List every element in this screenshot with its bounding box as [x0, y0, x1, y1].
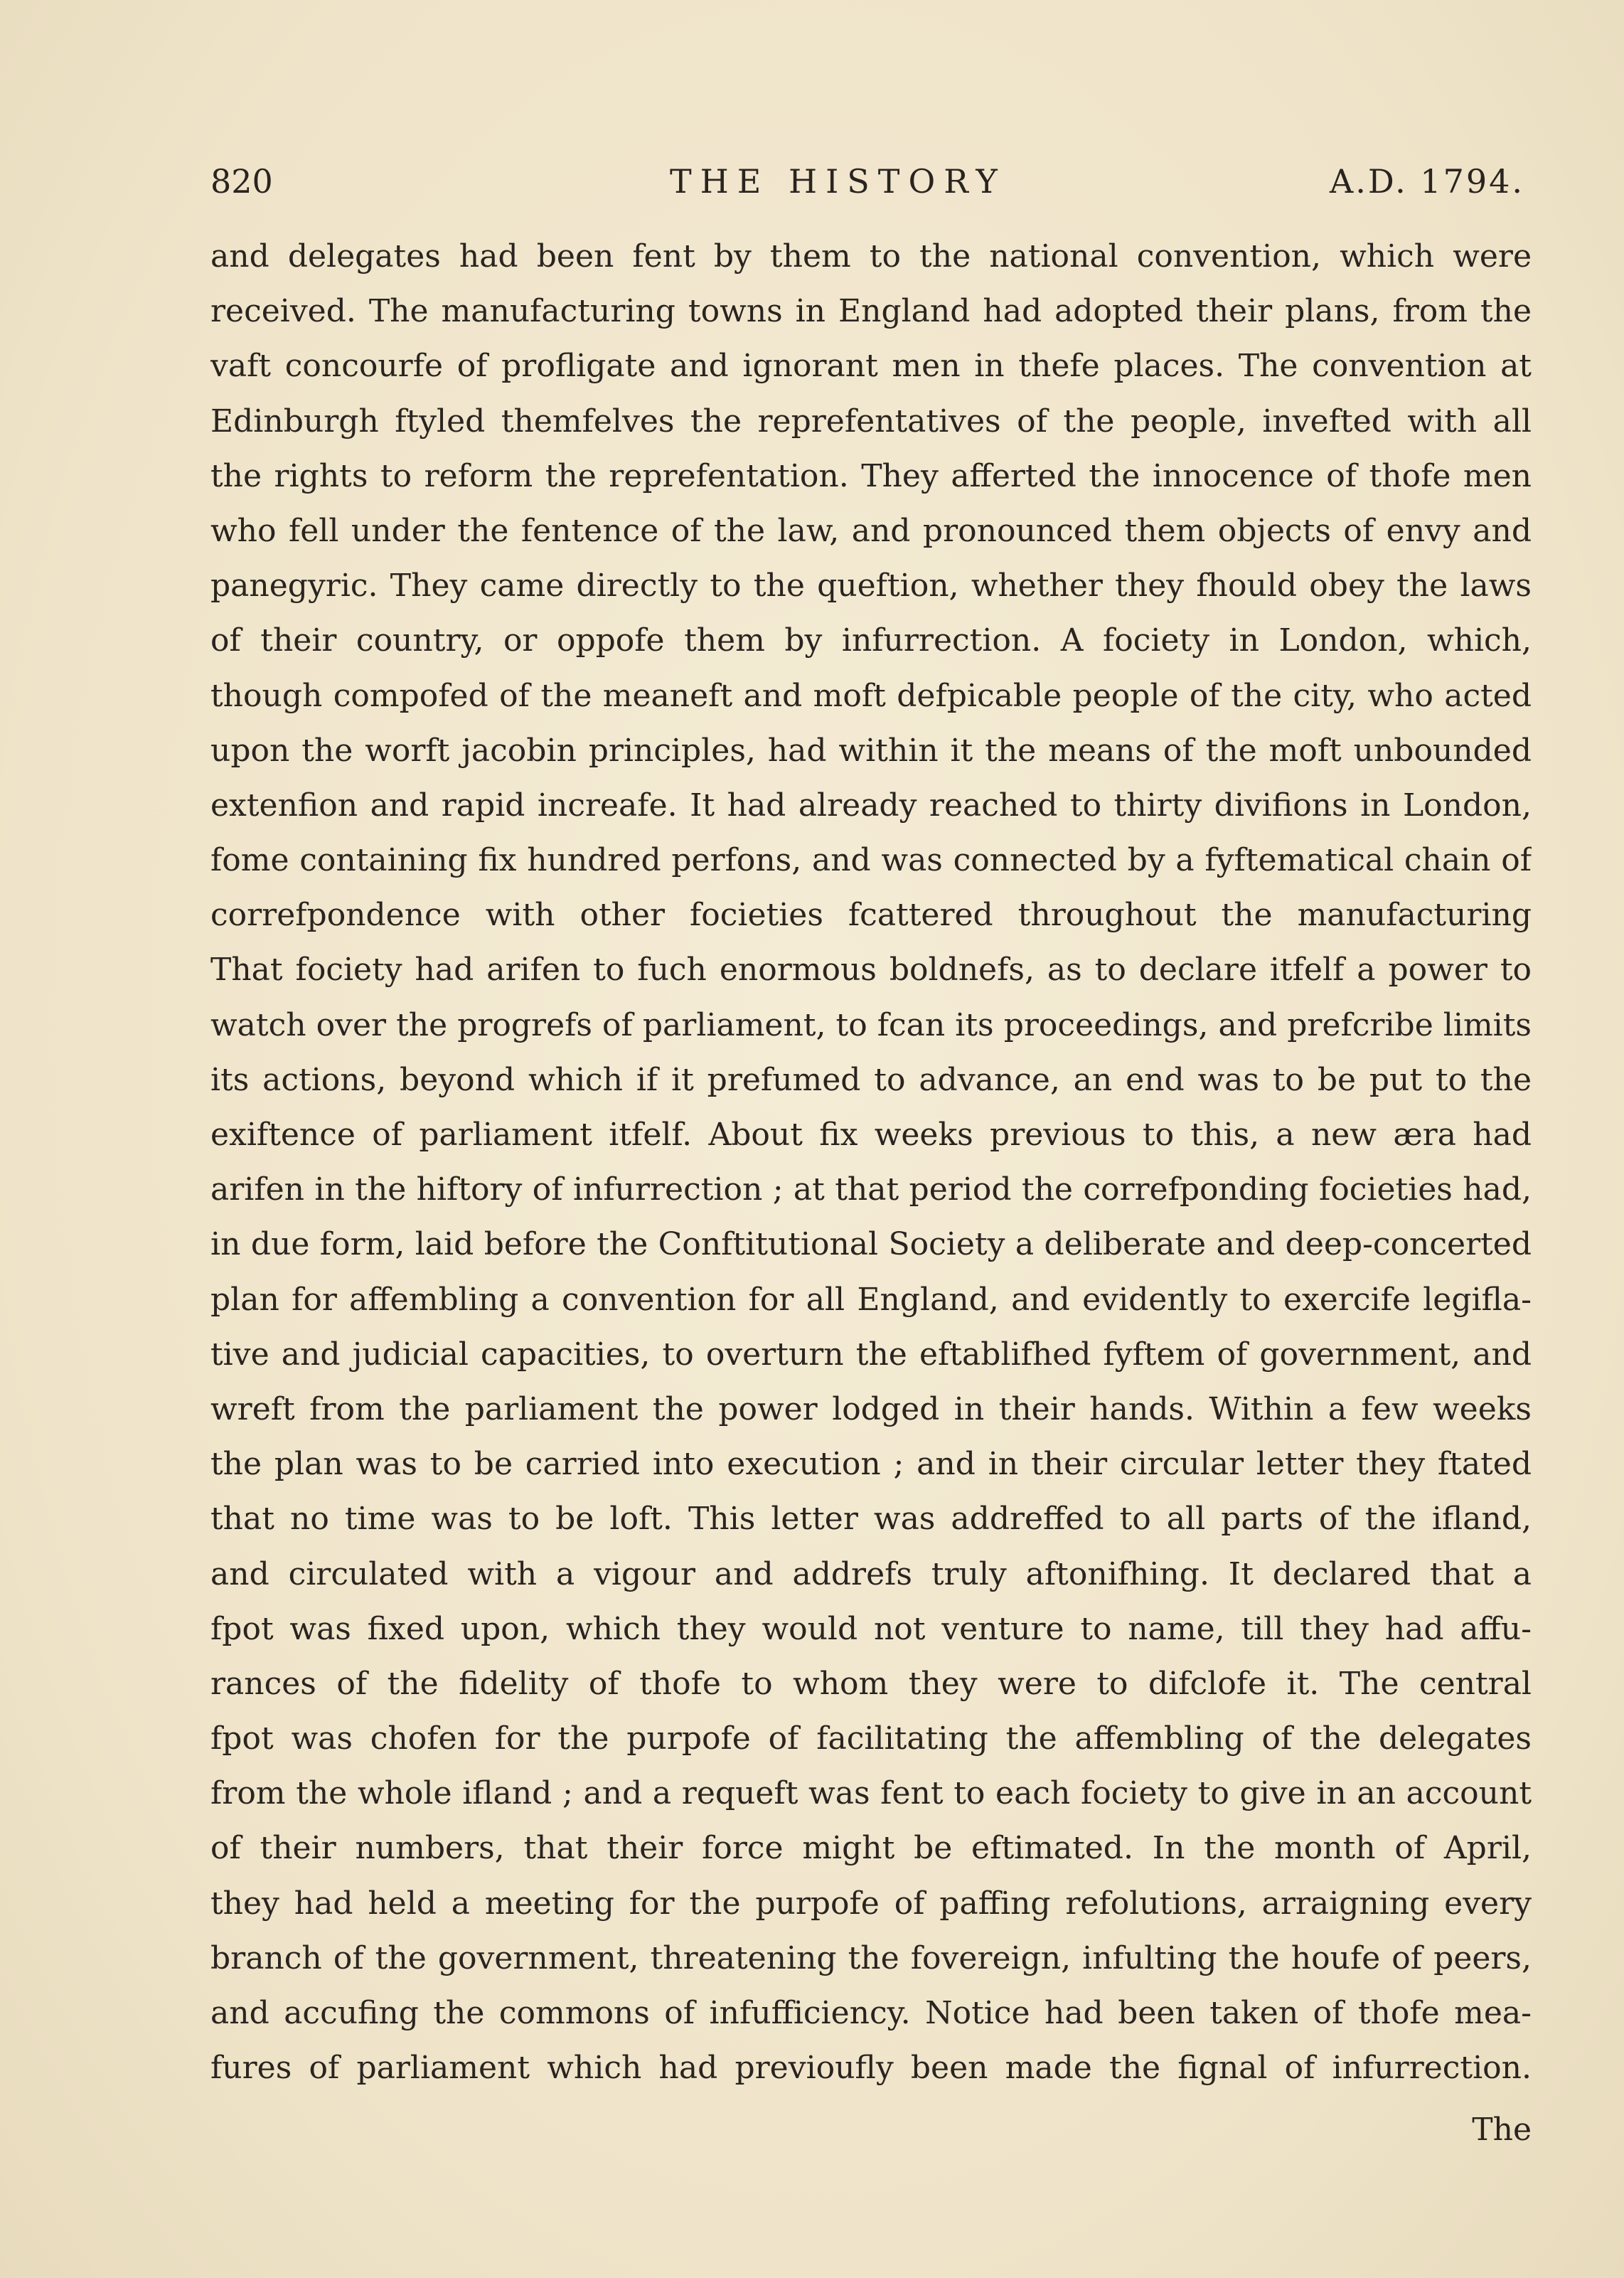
text-line: of their country, or oppofe them by infurrection. A fociety in London, which, — [210, 622, 1532, 659]
text-line: panegyric. They came directly to the queftion, whether they fhould obey the laws — [210, 568, 1532, 605]
text-line: the plan was to be carried into execution ; and in their circular letter they ftated — [210, 1446, 1532, 1483]
text-line: and delegates had been fent by them to the national convention, which were — [210, 238, 1532, 275]
text-line: plan for affembling a convention for all England, and evidently to exercife legifla- — [210, 1281, 1532, 1318]
text-line: fome containing fix hundred perfons, and was connected by a fyftematical chain of — [210, 842, 1532, 879]
header-year: A.D. 1794. — [1329, 162, 1524, 201]
running-header — [210, 162, 1540, 212]
catchword: The — [1472, 2112, 1532, 2148]
text-line: its actions, beyond which if it prefumed to advance, an end was to be put to the — [210, 1061, 1532, 1098]
text-line: correfpondence with other focieties fcattered throughout the manufacturing — [210, 897, 1532, 934]
text-line: rances of the fidelity of thofe to whom they were to difclofe it. The central — [210, 1665, 1532, 1702]
text-line: of their numbers, that their force might be eftimated. In the month of April, — [210, 1830, 1532, 1867]
text-line: fpot was fixed upon, which they would not venture to name, till they had affu- — [210, 1610, 1532, 1647]
text-line: exiftence of parliament itfelf. About fix weeks previous to this, a new æra had — [210, 1117, 1532, 1153]
page-number: 820 — [210, 162, 273, 201]
text-line: who fell under the fentence of the law, and pronounced them objects of envy and — [210, 512, 1532, 549]
text-line: that no time was to be loft. This letter was addreffed to all parts of the ifland, — [210, 1501, 1532, 1538]
text-line: tive and judicial capacities, to overturn the eftablifhed fyftem of government, and — [210, 1336, 1532, 1373]
text-line: received. The manufacturing towns in England had adopted their plans, from the — [210, 293, 1532, 330]
text-line: wreft from the parliament the power lodged in their hands. Within a few weeks — [210, 1390, 1532, 1427]
running-title: THE HISTORY — [670, 162, 1006, 201]
text-line: That fociety had arifen to fuch enormous boldnefs, as to declare itfelf a power to — [210, 952, 1532, 989]
text-line: fures of parliament which had previoufly been made the fignal of infurrection. — [210, 2050, 1532, 2087]
text-line: vaft concourfe of profligate and ignorant men in thefe places. The convention at — [210, 348, 1532, 385]
text-line: in due form, laid before the Conftitutional Society a deliberate and deep-concerted — [210, 1226, 1532, 1263]
body-text — [210, 229, 1532, 2095]
text-line: the rights to reform the reprefentation. They afferted the innocence of thofe men — [210, 457, 1532, 494]
text-line: and accufing the commons of infufficiency. Notice had been taken of thofe mea- — [210, 1995, 1532, 2031]
text-line: upon the worft jacobin principles, had within it the means of the moft unbounded — [210, 732, 1532, 769]
text-line: fpot was chofen for the purpofe of facilitating the affembling of the delegates — [210, 1720, 1532, 1757]
text-line: watch over the progrefs of parliament, to fcan its proceedings, and prefcribe limits — [210, 1006, 1532, 1043]
text-line: and circulated with a vigour and addrefs truly aftonifhing. It declared that a — [210, 1555, 1532, 1592]
text-line: though compofed of the meaneft and moft defpicable people of the city, who acted — [210, 677, 1532, 714]
text-line: extenfion and rapid increafe. It had already reached to thirty divifions in London, — [210, 787, 1532, 824]
text-line: from the whole ifland ; and a requeft was fent to each fociety to give in an account — [210, 1775, 1532, 1812]
text-line: branch of the government, threatening the fovereign, infulting the houfe of peers, — [210, 1939, 1532, 1976]
text-line: Edinburgh ftyled themfelves the reprefentatives of the people, invefted with all — [210, 403, 1532, 440]
text-line: arifen in the hiftory of infurrection ; at that period the correfponding focieties had, — [210, 1171, 1532, 1208]
text-line: they had held a meeting for the purpofe of paffing refolutions, arraigning every — [210, 1885, 1532, 1922]
